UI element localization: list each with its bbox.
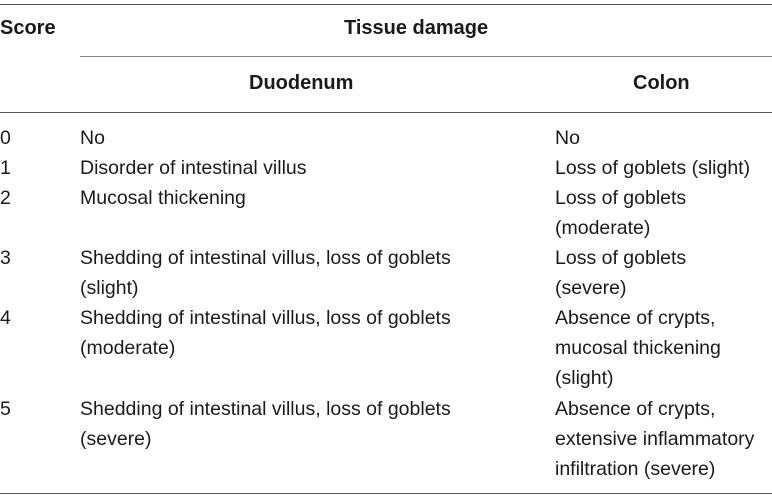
- row-4-score: 4: [0, 307, 11, 329]
- row-0-colon: No: [555, 127, 580, 149]
- header-group-rule: [80, 56, 772, 57]
- header-bottom-rule: [0, 112, 772, 113]
- row-0-score: 0: [0, 127, 11, 149]
- header-tissue-damage: Tissue damage: [344, 17, 489, 39]
- row-3-score: 3: [0, 247, 11, 269]
- row-5-colon: Absence of crypts, extensive inflammatory infiltration (severe): [555, 398, 755, 480]
- row-1-score: 1: [0, 157, 11, 179]
- row-0-duodenum: No: [80, 127, 105, 149]
- table-bottom-rule: [0, 493, 772, 494]
- header-duodenum: Duodenum: [249, 72, 354, 94]
- row-5-score: 5: [0, 398, 11, 420]
- row-5-duodenum: Shedding of intestinal villus, loss of goblets (severe): [80, 398, 451, 450]
- row-1-colon: Loss of goblets (slight): [555, 157, 751, 179]
- row-2-score: 2: [0, 187, 11, 209]
- row-1-duodenum: Disorder of intestinal villus: [80, 157, 307, 179]
- row-3-duodenum: Shedding of intestinal villus, loss of goblets (slight): [80, 247, 451, 299]
- row-2-duodenum: Mucosal thickening: [80, 187, 246, 209]
- row-4-duodenum: Shedding of intestinal villus, loss of goblets (moderate): [80, 307, 451, 359]
- row-2-colon: Loss of goblets (moderate): [555, 187, 687, 239]
- table-top-rule: [0, 4, 772, 5]
- header-colon: Colon: [633, 72, 690, 94]
- row-3-colon: Loss of goblets (severe): [555, 247, 687, 299]
- header-score: Score: [0, 17, 56, 39]
- row-4-colon: Absence of crypts, mucosal thickening (slight): [555, 307, 721, 389]
